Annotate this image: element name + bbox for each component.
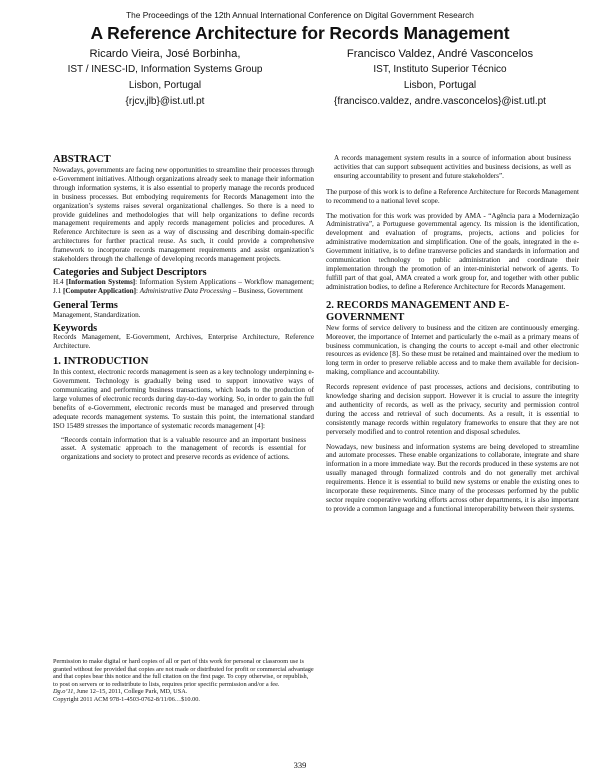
author-affiliation-1: IST / INESC-ID, Information Systems Group (67, 64, 263, 75)
motivation-paragraph: The motivation for this work was provided by AMA - “Agência para a Modernização Administrativa”, a Portuguese governmental agency. Its mission is the identification, development and evaluation of programs, projects, actions and policies for administrative modernization and simplification. One of the goals, integrated in the e-Government initiative, is to define transverse policies and standards in information and communication technology to public administration and coordinate their implementation through the promotion of an inter-ministerial network of agents. To fulfill part of that goal, AMA created a work group for, and together with other public administration bodies, to define a Reference Architecture for Records Management. (326, 211, 579, 291)
introduction-text: In this context, electronic records management is seen as a key technology underpinning e-Government. Technology is gradually being used to support innovative ways of communicating and performing business transactions, which leads to the production of large volumes of electronic records during day-to-day working. So, in order to gain the full benefits of e-Government, electronic records must be managed and preserved through adequate records management systems. To sustain this point, the international standard ISO 15489 stresses the importance of systematic records management [4]: (53, 368, 314, 430)
abstract-heading: ABSTRACT (53, 154, 111, 165)
author-block-2 (310, 46, 570, 110)
paper-title: A Reference Architecture for Records Management (90, 23, 510, 43)
keywords-heading: Keywords (53, 322, 98, 334)
iso-quote-continued: A records management system results in a source of information about business activities that can support subsequent activities and business decisions, as well as ensuring accountability to present and future stakeholders”. (334, 154, 571, 180)
section-2-paragraph-1: New forms of service delivery to business and the citizen are continuously emerging. Moreover, the importance of Internet and particularly the e-mail as a primary means of business communication, is changing the courts to accept e-mail and other electronic resources as evidence [8]. So these must be retained and maintained over the medium to long term in order to preserve reliable access and to make them available for decision-making, compliance and accountability. (326, 323, 579, 377)
author-names-1: Ricardo Vieira, José Borbinha, (89, 48, 241, 60)
author-affiliation-2: IST, Instituto Superior Técnico (373, 64, 507, 75)
section-2-paragraph-3: Nowadays, new business and information systems are being developed to streamline and automate processes. These enable organizations to collaborate, integrate and share information in a more immediate way. But the records produced in these systems are not usually managed through formalized controls and do not generally met archival requirements. Hence it is essential to build new systems or enable the existing ones to incorporate these requirements. Since many of the processes performed by the public sector require cooperative working efforts across other departments, it is also important to provide a common language and a functional interoperability between their systems. (326, 442, 579, 513)
permission-text: Permission to make digital or hard copies of all or part of this work for personal or classroom use is granted without fee provided that copies are not made or distributed for profit or commercial advantage and that copies bear this notice and the full citation on the first page. To copy otherwise, or republish, to post on servers or to redistribute to lists, requires prior specific permission and/or a fee. (53, 658, 314, 688)
abstract-text: Nowadays, governments are facing new opportunities to streamline their processes through e-Government initiatives. Although organizations already seek to manage their information through information systems, it is also essential to properly manage the records produced in business processes. But embodying requirements for Records Management into the organization’s systems raises several organizational challenges. So there is a need to provide guidelines and methodologies that will help organizations to define records management requirements and apply records management policies and procedures. A Reference Architecture is seen as a way of discussing and describing domain-specific architectures for further practical reuse. As such, it could provide a comprehensive framework to incorporate records management requirements and assist organization’s stakeholders through the challenge of developing records management projects. (53, 166, 314, 264)
keywords-text: Records Management, E-Government, Archives, Enterprise Architecture, Reference Architecture. (53, 333, 314, 351)
general-terms-text: Management, Standardization. (53, 310, 141, 319)
copyright-line: Copyright 2011 ACM 978-1-4503-0762-8/11/06…$10.00. (53, 695, 200, 703)
categories-text: H.4 [Information Systems]: Information System Applications – Workflow management; J.1 [Computer Application]: Administrative Data Processing – Business, Government (53, 277, 314, 295)
author-block-1 (40, 46, 290, 110)
categories-heading: Categories and Subject Descriptors (53, 266, 207, 278)
author-email-1: {rjcv,jlb}@ist.utl.pt (125, 96, 205, 107)
author-city-2: Lisbon, Portugal (403, 80, 477, 91)
left-column (53, 154, 314, 462)
section-2-heading: 2. RECORDS MANAGEMENT AND E-GOVERNMENT (326, 299, 510, 323)
conference-header: The Proceedings of the 12th Annual International Conference on Digital Government Research (126, 10, 474, 20)
venue-line: Dg.o’11, June 12–15, 2011, College Park, MD, USA. (53, 688, 188, 696)
right-column (326, 154, 579, 514)
page-number: 339 (293, 760, 307, 770)
author-email-2: {francisco.valdez, andre.vasconcelos}@ist.utl.pt (334, 96, 546, 107)
author-city-1: Lisbon, Portugal (128, 80, 202, 91)
section-2-paragraph-2: Records represent evidence of past processes, actions and decisions, contributing to knowledge sharing and decision support. However it is crucial to assure the integrity and authenticity of records, as well as the privacy, security and permission control during the access and retrieval of such documents. As a result, it is essential to consistently manage records within regulatory frameworks to ensure that they are not perversely modified and to control retention and disposal schedules. (326, 383, 579, 436)
permission-notice (53, 658, 314, 704)
author-names-2: Francisco Valdez, André Vasconcelos (346, 48, 534, 60)
general-terms-heading: General Terms (53, 299, 118, 311)
purpose-paragraph: The purpose of this work is to define a Reference Architecture for Records Management to recommend to a national level scope. (326, 187, 579, 205)
iso-quote: “Records contain information that is a valuable resource and an important business asset. A systematic approach to the management of records is essential for organizations and society to protect and preserve records as evidence of actions. (61, 435, 306, 462)
introduction-heading: 1. INTRODUCTION (53, 356, 149, 368)
